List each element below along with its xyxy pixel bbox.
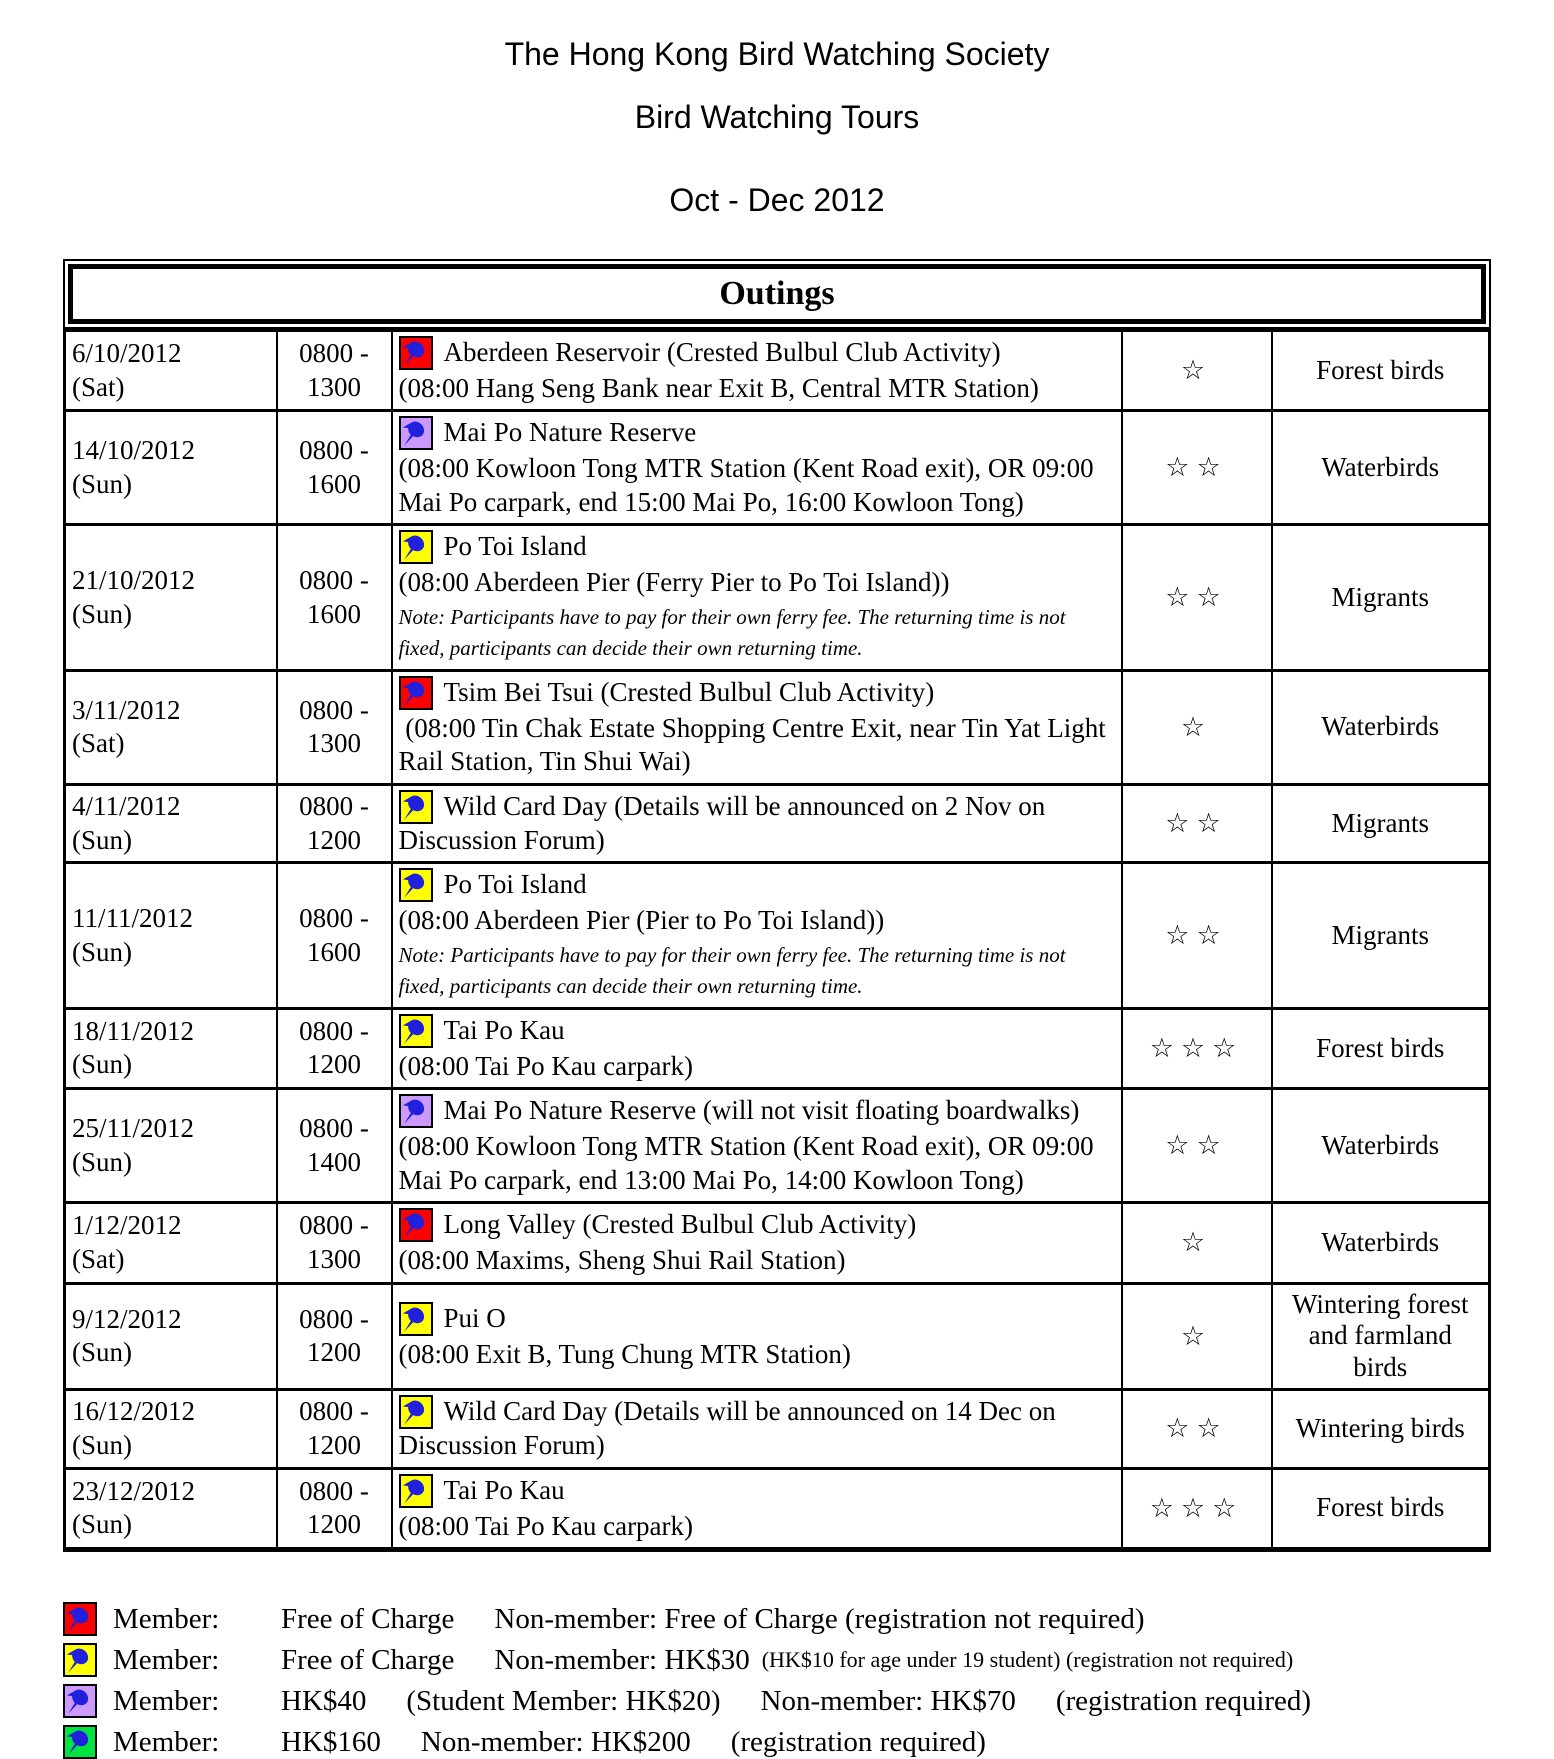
day-of-week-text: (Sun): [72, 1146, 132, 1177]
time-cell: [277, 525, 392, 670]
legend-text: Free of Charge: [281, 1643, 455, 1676]
star-rating: ☆☆: [1165, 1130, 1228, 1162]
star-rating: ☆: [1180, 355, 1213, 387]
legend-text: Non-member: HK$200: [420, 1725, 691, 1758]
outings-table: [63, 329, 1491, 1552]
day-of-week-text: (Sun): [72, 598, 132, 629]
event-title-line: [399, 530, 1115, 564]
time-start-text: 0800 -: [299, 1210, 369, 1241]
table-row: [65, 1468, 1490, 1549]
legend-text: (Student Member: HK$20): [406, 1684, 721, 1717]
day-of-week-text: (Sun): [72, 1337, 132, 1368]
time-cell: [277, 331, 392, 411]
time-cell: [277, 1008, 392, 1088]
time-end-text: 1300: [307, 371, 361, 402]
time-cell: [277, 1390, 392, 1468]
bird-type-cell: Migrants: [1272, 863, 1490, 1008]
date-text: 16/12/2012: [72, 1396, 196, 1427]
legend-text: Non-member: HK$70: [760, 1684, 1016, 1717]
date-cell: [65, 411, 277, 525]
day-of-week-text: (Sun): [72, 824, 132, 855]
document-header: [0, 0, 1554, 219]
day-of-week-text: (Sun): [72, 936, 132, 967]
date-text: 4/11/2012: [72, 791, 181, 822]
time-cell: [277, 863, 392, 1008]
bird-icon-red: [399, 676, 433, 710]
legend-text: Member:: [113, 1684, 220, 1717]
star-rating: ☆: [1180, 1320, 1213, 1352]
time-cell: [277, 1283, 392, 1390]
day-of-week-text: (Sun): [72, 468, 132, 499]
time-cell: [277, 1468, 392, 1549]
event-details: (08:00 Tin Chak Estate Shopping Centre Exit, near Tin Yat Light Rail Station, Tin Shui Wai): [398, 712, 1106, 777]
time-start-text: 0800 -: [299, 1303, 369, 1334]
day-of-week-text: (Sun): [72, 1429, 132, 1460]
description-cell: [392, 863, 1122, 1008]
legend-bird-icon-yellow: [63, 1643, 97, 1677]
date-text: 23/12/2012: [72, 1475, 196, 1506]
event-title-line: [399, 1208, 1115, 1242]
difficulty-cell: [1122, 863, 1272, 1008]
date-cell: [65, 331, 277, 411]
event-title-line: [399, 868, 1115, 902]
date-cell: [65, 784, 277, 862]
event-details: (08:00 Tai Po Kau carpark): [398, 1050, 694, 1081]
legend-text: (registration required): [730, 1725, 986, 1758]
star-rating: ☆☆: [1165, 452, 1228, 484]
difficulty-cell: [1122, 784, 1272, 862]
event-title: Aberdeen Reservoir (Crested Bulbul Club Activity): [443, 337, 1001, 367]
difficulty-cell: [1122, 411, 1272, 525]
bird-icon-purple: [399, 416, 433, 450]
description-cell: [392, 1283, 1122, 1390]
time-start-text: 0800 -: [299, 1016, 369, 1047]
bird-icon-red: [399, 1208, 433, 1242]
legend-text: Member:: [113, 1643, 220, 1676]
event-details: (08:00 Exit B, Tung Chung MTR Station): [398, 1338, 851, 1369]
date-text: 21/10/2012: [72, 565, 196, 596]
star-rating: ☆☆☆: [1149, 1032, 1244, 1064]
description-cell: [392, 411, 1122, 525]
event-details: (08:00 Hang Seng Bank near Exit B, Central MTR Station): [398, 373, 1039, 403]
difficulty-cell: [1122, 1390, 1272, 1468]
legend-text: (HK$10 for age under 19 student) (registration not required): [761, 1647, 1294, 1673]
description-cell: [392, 1390, 1122, 1468]
star-rating: ☆☆: [1165, 582, 1228, 614]
bird-type-cell: Migrants: [1272, 525, 1490, 670]
event-title: Wild Card Day (Details will be announced on 14 Dec on Discussion Forum): [398, 1396, 1056, 1461]
table-row: [65, 1203, 1490, 1283]
difficulty-cell: [1122, 1283, 1272, 1390]
time-start-text: 0800 -: [299, 338, 369, 369]
time-start-text: 0800 -: [299, 694, 369, 725]
difficulty-cell: [1122, 1468, 1272, 1549]
bird-icon-yellow: [399, 530, 433, 564]
event-title-line: [399, 1094, 1115, 1128]
document-content: [63, 259, 1491, 1759]
difficulty-cell: [1122, 331, 1272, 411]
legend-text: Non-member: Free of Charge (registration not required): [494, 1602, 1145, 1635]
description-cell: [392, 1468, 1122, 1549]
description-cell: [392, 1089, 1122, 1203]
date-text: 6/10/2012: [72, 338, 182, 369]
time-cell: [277, 1089, 392, 1203]
date-text: 9/12/2012: [72, 1303, 182, 1334]
time-start-text: 0800 -: [299, 1475, 369, 1506]
time-end-text: 1600: [307, 468, 361, 499]
legend-text: Member:: [113, 1725, 220, 1758]
table-row: [65, 784, 1490, 862]
event-title: Po Toi Island: [443, 869, 587, 900]
bird-type-cell: Waterbirds: [1272, 1203, 1490, 1283]
date-cell: [65, 1468, 277, 1549]
description-cell: [392, 670, 1122, 784]
time-start-text: 0800 -: [299, 1113, 369, 1144]
description-cell: [392, 1203, 1122, 1283]
time-end-text: 1600: [307, 936, 361, 967]
event-title: Tai Po Kau: [443, 1474, 565, 1505]
time-end-text: 1200: [307, 1049, 361, 1080]
legend-text: Non-member: HK$30: [494, 1643, 750, 1676]
bird-icon-yellow: [399, 790, 433, 824]
event-details: (08:00 Kowloon Tong MTR Station (Kent Road exit), OR 09:00 Mai Po carpark, end 15:00 Mai Po, 16:00 Kowloon Tong): [398, 453, 1094, 517]
date-cell: [65, 1089, 277, 1203]
bird-icon-yellow: [399, 1014, 433, 1048]
event-details: (08:00 Maxims, Sheng Shui Rail Station): [398, 1245, 846, 1276]
star-rating: ☆☆☆: [1149, 1492, 1244, 1524]
bird-icon-yellow: [399, 868, 433, 902]
bird-icon-yellow: [399, 1302, 433, 1336]
time-start-text: 0800 -: [299, 565, 369, 596]
star-rating: ☆☆: [1165, 920, 1228, 952]
event-title-line: [399, 676, 1115, 710]
time-end-text: 1200: [307, 1429, 361, 1460]
bird-type-cell: Wintering forest and farmland birds: [1272, 1283, 1490, 1390]
table-row: [65, 411, 1490, 525]
bird-icon-purple: [399, 1094, 433, 1128]
date-text: 11/11/2012: [72, 903, 193, 934]
time-start-text: 0800 -: [299, 435, 369, 466]
page-subtitle: Bird Watching Tours: [634, 99, 920, 135]
star-rating: ☆: [1180, 711, 1213, 743]
day-of-week-text: (Sun): [72, 1049, 132, 1080]
star-rating: ☆: [1180, 1227, 1213, 1259]
day-of-week-text: (Sun): [72, 1509, 132, 1540]
time-cell: [277, 670, 392, 784]
day-of-week-text: (Sat): [72, 371, 125, 402]
fee-legend: [63, 1602, 1491, 1759]
bird-icon-red: [399, 336, 433, 370]
table-row: [65, 1008, 1490, 1088]
description-cell: [392, 331, 1122, 411]
difficulty-cell: [1122, 1008, 1272, 1088]
table-row: [65, 525, 1490, 670]
legend-text: (registration required): [1055, 1684, 1312, 1717]
date-text: 18/11/2012: [72, 1016, 195, 1047]
legend-text: HK$40: [281, 1684, 367, 1717]
event-title-line: [399, 1395, 1115, 1462]
time-end-text: 1200: [307, 824, 361, 855]
date-text: 14/10/2012: [72, 435, 196, 466]
date-cell: [65, 1203, 277, 1283]
date-text: 3/11/2012: [72, 694, 181, 725]
legend-row: [63, 1643, 1491, 1677]
event-details: (08:00 Aberdeen Pier (Ferry Pier to Po Toi Island)): [398, 567, 950, 598]
event-title-line: [399, 790, 1115, 857]
day-of-week-text: (Sat): [72, 728, 125, 759]
time-end-text: 1300: [307, 728, 361, 759]
outings-table-body: [65, 331, 1490, 1550]
event-title: Po Toi Island: [443, 531, 587, 562]
day-of-week-text: (Sat): [72, 1243, 125, 1274]
description-cell: [392, 525, 1122, 670]
time-cell: [277, 1203, 392, 1283]
difficulty-cell: [1122, 525, 1272, 670]
event-title: Tai Po Kau: [443, 1014, 565, 1045]
event-title: Wild Card Day (Details will be announced on 2 Nov on Discussion Forum): [398, 790, 1046, 855]
event-note: Note: Participants have to pay for their own ferry fee. The returning time is not fixed, participants can decide their own returning time.: [398, 604, 1066, 661]
event-title: Long Valley (Crested Bulbul Club Activity): [443, 1209, 917, 1240]
outings-frame: [63, 259, 1491, 329]
event-details: (08:00 Kowloon Tong MTR Station (Kent Road exit), OR 09:00 Mai Po carpark, end 13:00 Mai Po, 14:00 Kowloon Tong): [398, 1131, 1094, 1195]
legend-text: HK$160: [281, 1725, 381, 1758]
date-range: Oct - Dec 2012: [669, 182, 885, 218]
bird-type-cell: Waterbirds: [1272, 411, 1490, 525]
legend-row: [63, 1684, 1491, 1718]
time-end-text: 1200: [307, 1337, 361, 1368]
bird-type-cell: Forest birds: [1272, 1008, 1490, 1088]
difficulty-cell: [1122, 1089, 1272, 1203]
star-rating: ☆☆: [1165, 808, 1228, 840]
outings-header: Outings: [68, 264, 1486, 324]
bird-type-cell: Wintering birds: [1272, 1390, 1490, 1468]
time-start-text: 0800 -: [299, 903, 369, 934]
event-note: Note: Participants have to pay for their own ferry fee. The returning time is not fixed, participants can decide their own returning time.: [398, 942, 1066, 999]
event-title: Tsim Bei Tsui (Crested Bulbul Club Activity): [443, 676, 935, 707]
table-row: [65, 331, 1490, 411]
date-cell: [65, 670, 277, 784]
event-title-line: [399, 1474, 1115, 1508]
description-cell: [392, 1008, 1122, 1088]
date-cell: [65, 1283, 277, 1390]
difficulty-cell: [1122, 1203, 1272, 1283]
legend-text: Member:: [113, 1602, 220, 1635]
time-cell: [277, 784, 392, 862]
bird-type-cell: Forest birds: [1272, 331, 1490, 411]
event-details: (08:00 Aberdeen Pier (Pier to Po Toi Island)): [398, 905, 885, 936]
table-row: [65, 1089, 1490, 1203]
page-title: The Hong Kong Bird Watching Society: [504, 36, 1050, 72]
date-cell: [65, 1390, 277, 1468]
event-title-line: [399, 1014, 1115, 1048]
legend-bird-icon-red: [63, 1602, 97, 1636]
date-text: 25/11/2012: [72, 1113, 195, 1144]
bird-type-cell: Waterbirds: [1272, 670, 1490, 784]
bird-icon-yellow: [399, 1395, 433, 1429]
bird-type-cell: Waterbirds: [1272, 1089, 1490, 1203]
table-row: [65, 1390, 1490, 1468]
legend-bird-icon-green: [63, 1725, 97, 1759]
legend-bird-icon-purple: [63, 1684, 97, 1718]
table-row: [65, 863, 1490, 1008]
date-cell: [65, 1008, 277, 1088]
event-title: Mai Po Nature Reserve: [443, 417, 697, 448]
legend-row: [63, 1602, 1491, 1636]
date-cell: [65, 863, 277, 1008]
time-end-text: 1600: [307, 598, 361, 629]
legend-row: [63, 1725, 1491, 1759]
star-rating: ☆☆: [1165, 1413, 1228, 1445]
time-start-text: 0800 -: [299, 1396, 369, 1427]
time-end-text: 1300: [307, 1243, 361, 1274]
event-title: Pui O: [443, 1302, 506, 1333]
bird-type-cell: Migrants: [1272, 784, 1490, 862]
table-row: [65, 1283, 1490, 1390]
date-cell: [65, 525, 277, 670]
bird-icon-yellow: [399, 1474, 433, 1508]
event-details: (08:00 Tai Po Kau carpark): [398, 1510, 694, 1541]
legend-text: Free of Charge: [281, 1602, 455, 1635]
time-cell: [277, 411, 392, 525]
time-start-text: 0800 -: [299, 791, 369, 822]
difficulty-cell: [1122, 670, 1272, 784]
time-end-text: 1400: [307, 1146, 361, 1177]
bird-type-cell: Forest birds: [1272, 1468, 1490, 1549]
event-title-line: [399, 336, 1115, 370]
date-text: 1/12/2012: [72, 1210, 182, 1241]
event-title: Mai Po Nature Reserve (will not visit floating boardwalks): [443, 1095, 1080, 1126]
event-title-line: [399, 416, 1115, 450]
event-title-line: [399, 1302, 1115, 1336]
time-end-text: 1200: [307, 1509, 361, 1540]
table-row: [65, 670, 1490, 784]
description-cell: [392, 784, 1122, 862]
